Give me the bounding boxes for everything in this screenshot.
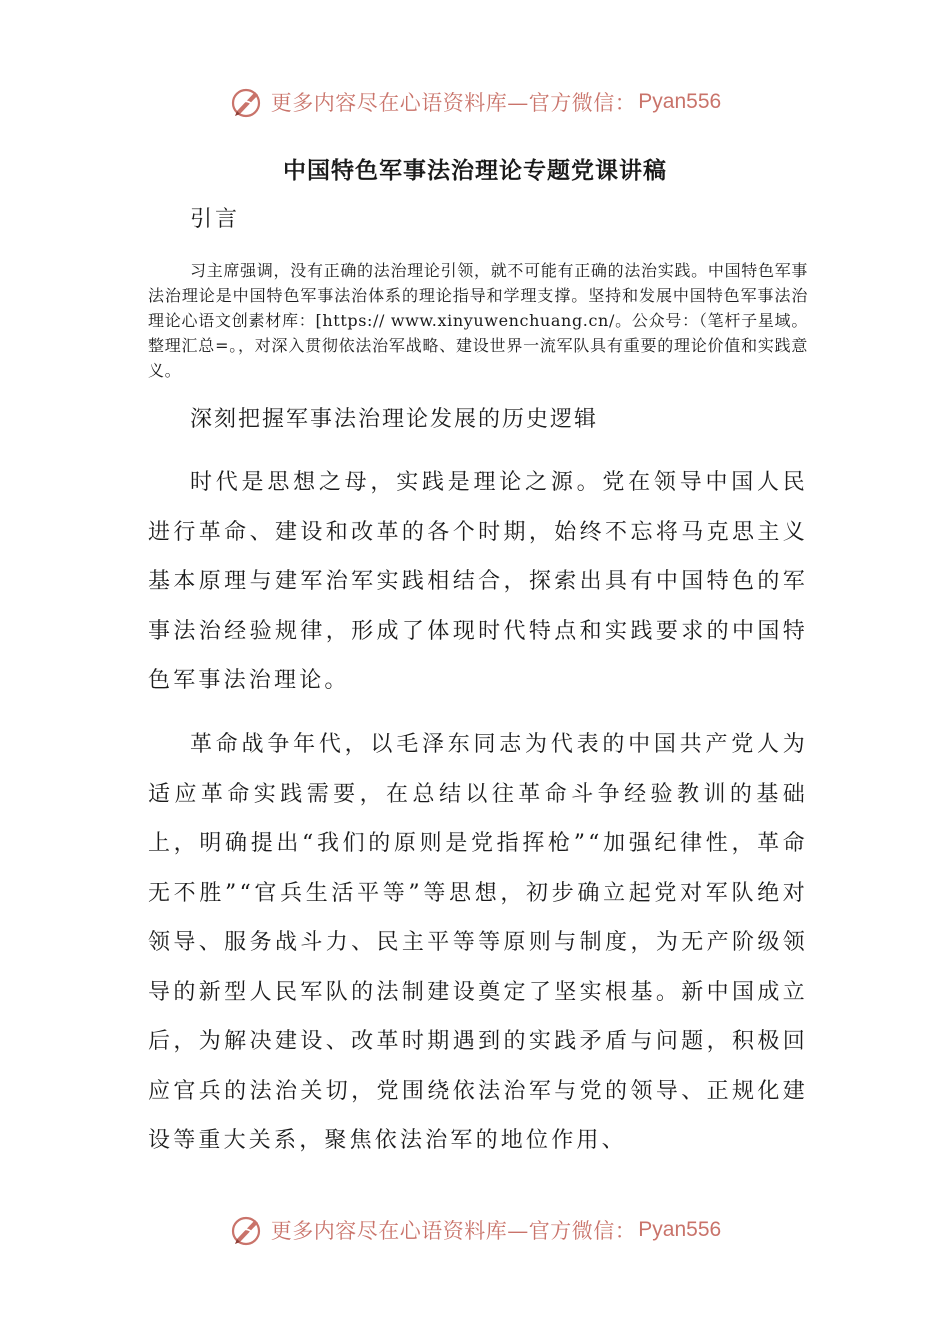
body-paragraph: 革命战争年代，以毛泽东同志为代表的中国共产党人为适应革命实践需要，在总结以往革命斗争经验教训的基础上，明确提出“我们的原则是党指挥枪”“加强纪律性，革命无不胜”“官兵生活平等”等思想，初步确立起党对军队绝对领导、服务战斗力、民主平等等原则与制度，为无产阶级领导的新型人民军队的法制建设奠定了坚实根基。新中国成立后，为解决建设、改革时期遇到的实践矛盾与问题，积极回应官兵的法治关切，党围绕依法治军与党的领导、正规化建设等重大关系，聚焦依法治军的地位作用、 bbox=[148, 732, 808, 1153]
intro-heading: 引言 bbox=[190, 207, 241, 232]
pen-circle-icon bbox=[229, 1212, 265, 1248]
watermark-text: 更多内容尽在心语资料库—官方微信： bbox=[270, 91, 637, 115]
intro-paragraph: 习主席强调，没有正确的法治理论引领，就不可能有正确的法治实践。中国特色军事法治理论是中国特色军事法治体系的理论指导和学理支撑。坚持和发展中国特色军事法治理论心语文创素材库：[https:// www.xinyuwenchuang.cn/。公众号：（笔杆子星域。整理汇总=。，对深入贯彻依法治军战略、建设世界一流军队具有重要的理论价值和实践意义。 bbox=[148, 261, 808, 380]
section-heading: 深刻把握军事法治理论发展的历史逻辑 bbox=[190, 407, 599, 432]
pen-circle-icon bbox=[229, 84, 265, 120]
watermark-wechat-id: Pyan556 bbox=[638, 90, 722, 113]
footer-watermark-banner bbox=[0, 1206, 950, 1254]
header-watermark-banner bbox=[0, 78, 950, 126]
watermark-wechat-id: Pyan556 bbox=[638, 1218, 722, 1241]
watermark-text: 更多内容尽在心语资料库—官方微信： bbox=[270, 1219, 637, 1243]
document-title: 中国特色军事法治理论专题党课讲稿 bbox=[283, 157, 667, 184]
body-paragraph: 时代是思想之母，实践是理论之源。党在领导中国人民进行革命、建设和改革的各个时期，始终不忘将马克思主义基本原理与建军治军实践相结合，探索出具有中国特色的军事法治经验规律，形成了体现时代特点和实践要求的中国特色军事法治理论。 bbox=[148, 470, 808, 693]
